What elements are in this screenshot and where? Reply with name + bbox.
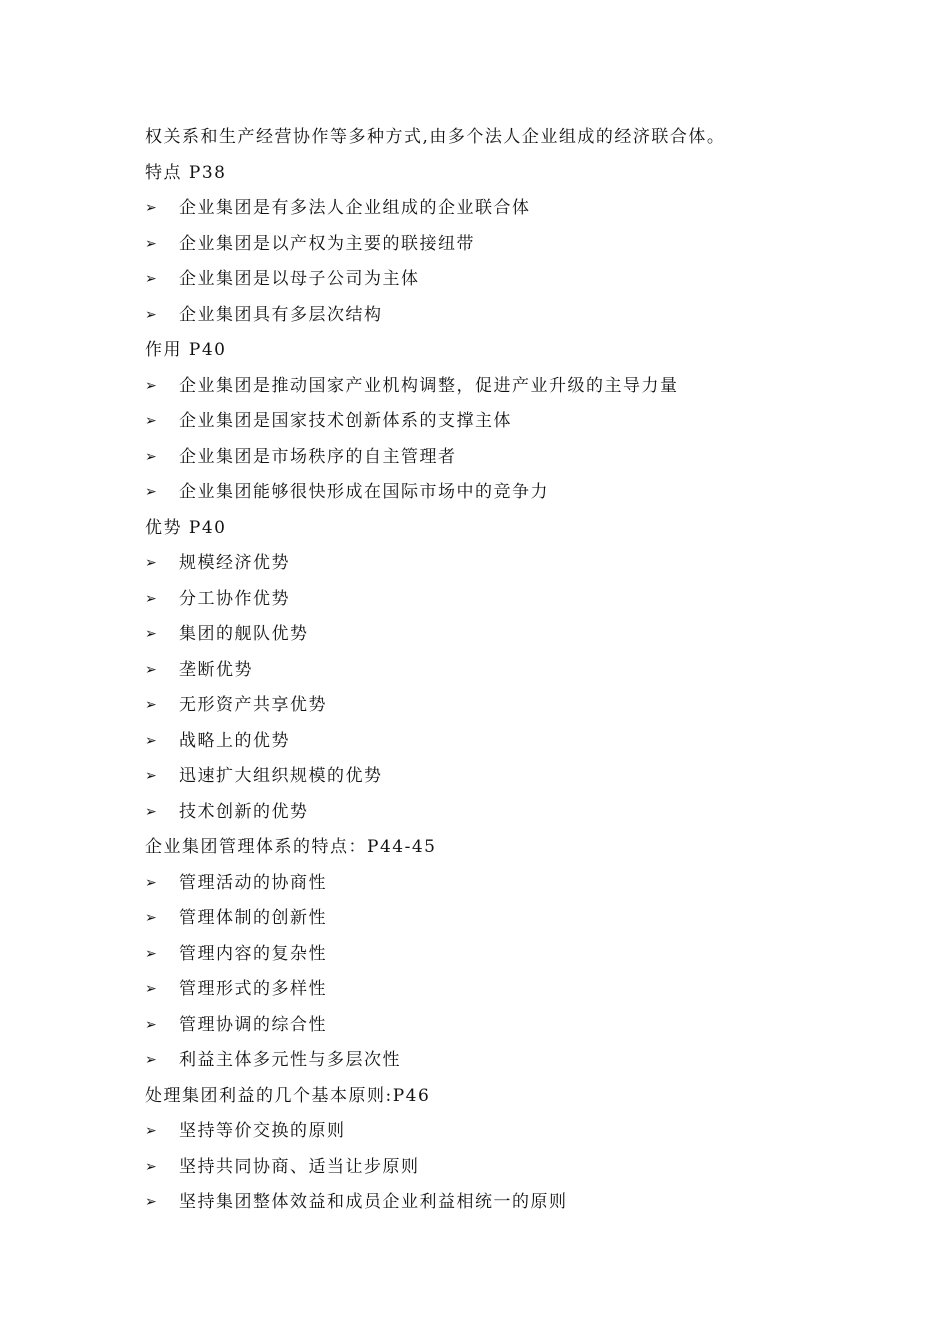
list-item-text: 坚持共同协商、适当让步原则 bbox=[179, 1156, 420, 1177]
list-item bbox=[145, 617, 845, 653]
list-item-text: 迅速扩大组织规模的优势 bbox=[179, 766, 383, 786]
arrow-bullet-icon: ➢ bbox=[145, 448, 157, 465]
arrow-bullet-icon: ➢ bbox=[145, 803, 157, 820]
arrow-bullet-icon: ➢ bbox=[145, 555, 157, 571]
arrow-bullet-icon: ➢ bbox=[145, 1016, 157, 1033]
arrow-bullet-icon: ➢ bbox=[145, 661, 157, 678]
arrow-bullet-icon: ➢ bbox=[145, 945, 157, 962]
arrow-bullet-icon: ➢ bbox=[145, 768, 157, 784]
list-item bbox=[145, 1150, 845, 1186]
arrow-bullet-icon: ➢ bbox=[145, 626, 157, 642]
list-item bbox=[145, 404, 845, 440]
list-item bbox=[145, 1043, 845, 1079]
list-item bbox=[145, 653, 845, 689]
list-item bbox=[145, 227, 845, 263]
section-heading: 企业集团管理体系的特点：P44-45 bbox=[145, 837, 437, 857]
list-item-text: 企业集团是市场秩序的自主管理者 bbox=[179, 446, 457, 467]
section-heading: 优势 P40 bbox=[145, 517, 227, 538]
list-item-text: 企业集团是以产权为主要的联接纽带 bbox=[179, 233, 475, 254]
arrow-bullet-icon: ➢ bbox=[145, 697, 157, 713]
arrow-bullet-icon: ➢ bbox=[145, 910, 157, 926]
section-heading: 作用 P40 bbox=[145, 340, 227, 360]
list-item-text: 坚持等价交换的原则 bbox=[179, 1121, 346, 1141]
list-item-text: 集团的舰队优势 bbox=[179, 624, 309, 644]
list-item-text: 企业集团是推动国家产业机构调整，促进产业升级的主导力量 bbox=[179, 375, 679, 396]
list-item bbox=[145, 1185, 845, 1221]
list-item-text: 企业集团是有多法人企业组成的企业联合体 bbox=[179, 198, 531, 218]
arrow-bullet-icon: ➢ bbox=[145, 590, 157, 607]
list-item-text: 管理内容的复杂性 bbox=[179, 943, 327, 964]
list-item-text: 管理形式的多样性 bbox=[179, 979, 327, 999]
list-item bbox=[145, 262, 845, 298]
list-item bbox=[145, 369, 845, 405]
document-body bbox=[145, 120, 845, 1221]
list-item bbox=[145, 937, 845, 973]
list-item bbox=[145, 759, 845, 795]
arrow-bullet-icon: ➢ bbox=[145, 1052, 157, 1068]
arrow-bullet-icon: ➢ bbox=[145, 484, 157, 500]
list-item bbox=[145, 298, 845, 334]
list-item bbox=[145, 475, 845, 511]
list-item bbox=[145, 1008, 845, 1044]
arrow-bullet-icon: ➢ bbox=[145, 235, 157, 252]
arrow-bullet-icon: ➢ bbox=[145, 1123, 157, 1139]
list-item bbox=[145, 1114, 845, 1150]
list-item-text: 利益主体多元性与多层次性 bbox=[179, 1050, 401, 1070]
section-heading: 处理集团利益的几个基本原则:P46 bbox=[145, 1085, 431, 1106]
arrow-bullet-icon: ➢ bbox=[145, 1194, 157, 1210]
list-item bbox=[145, 901, 845, 937]
arrow-bullet-icon: ➢ bbox=[145, 981, 157, 997]
list-item-text: 战略上的优势 bbox=[179, 730, 290, 751]
list-item-text: 分工协作优势 bbox=[179, 588, 290, 609]
arrow-bullet-icon: ➢ bbox=[145, 377, 157, 394]
list-item bbox=[145, 191, 845, 227]
list-item bbox=[145, 724, 845, 760]
list-item-text: 企业集团是以母子公司为主体 bbox=[179, 269, 420, 289]
list-item-text: 管理协调的综合性 bbox=[179, 1014, 327, 1035]
list-item-text: 垄断优势 bbox=[179, 659, 253, 680]
list-item bbox=[145, 795, 845, 831]
arrow-bullet-icon: ➢ bbox=[145, 732, 157, 749]
arrow-bullet-icon: ➢ bbox=[145, 306, 157, 323]
arrow-bullet-icon: ➢ bbox=[145, 200, 157, 216]
intro-paragraph: 权关系和生产经营协作等多种方式,由多个法人企业组成的经济联合体。 bbox=[145, 127, 726, 147]
arrow-bullet-icon: ➢ bbox=[145, 874, 157, 891]
list-item-text: 规模经济优势 bbox=[179, 553, 290, 573]
list-item bbox=[145, 972, 845, 1008]
list-item-text: 管理体制的创新性 bbox=[179, 908, 327, 928]
arrow-bullet-icon: ➢ bbox=[145, 271, 157, 287]
arrow-bullet-icon: ➢ bbox=[145, 413, 157, 429]
list-item bbox=[145, 866, 845, 902]
section-heading: 特点 P38 bbox=[145, 162, 227, 183]
list-item-text: 管理活动的协商性 bbox=[179, 872, 327, 893]
list-item-text: 技术创新的优势 bbox=[179, 801, 309, 822]
list-item-text: 企业集团是国家技术创新体系的支撑主体 bbox=[179, 411, 512, 431]
list-item bbox=[145, 546, 845, 582]
list-item bbox=[145, 582, 845, 618]
list-item-text: 企业集团能够很快形成在国际市场中的竞争力 bbox=[179, 482, 549, 502]
arrow-bullet-icon: ➢ bbox=[145, 1158, 157, 1175]
list-item bbox=[145, 688, 845, 724]
list-item-text: 企业集团具有多层次结构 bbox=[179, 304, 383, 325]
list-item-text: 无形资产共享优势 bbox=[179, 695, 327, 715]
list-item-text: 坚持集团整体效益和成员企业利益相统一的原则 bbox=[179, 1192, 568, 1212]
list-item bbox=[145, 440, 845, 476]
